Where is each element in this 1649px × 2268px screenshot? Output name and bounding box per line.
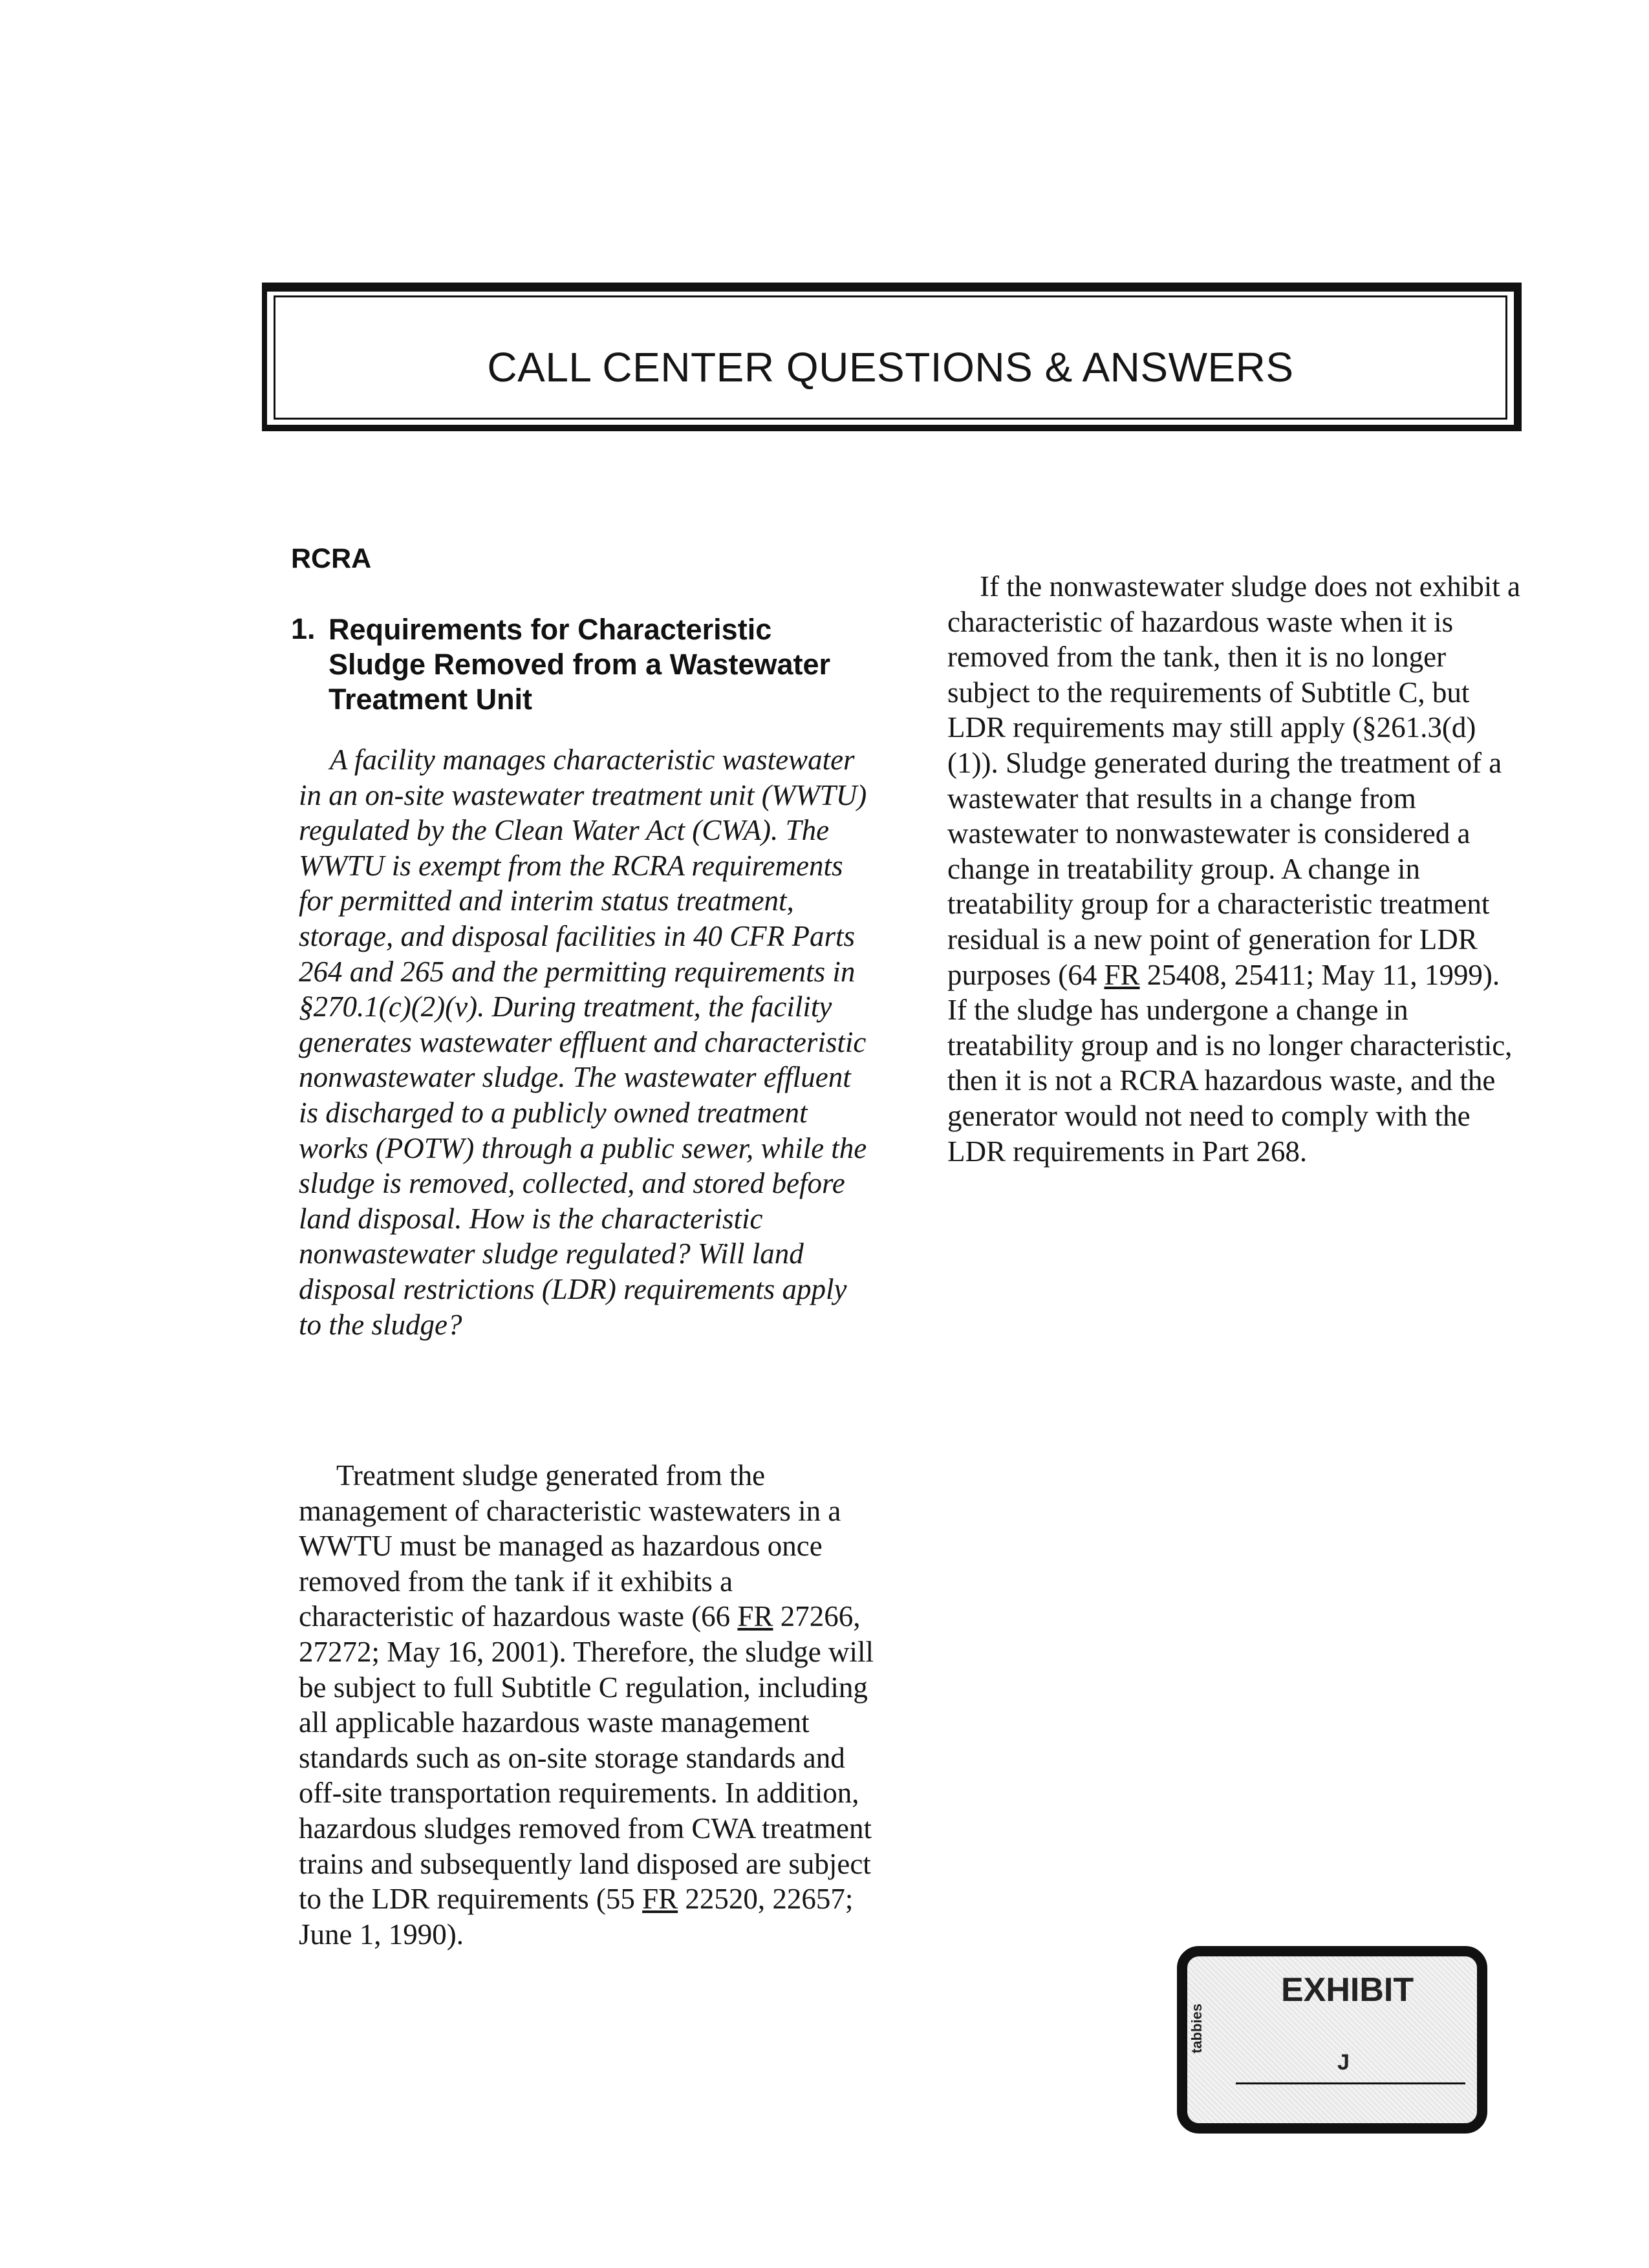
sticker-brand-text: tabbies bbox=[1189, 2003, 1205, 2053]
federal-register-abbrev: FR bbox=[1104, 958, 1140, 991]
header-box bbox=[262, 283, 1522, 431]
question-text bbox=[299, 742, 868, 1342]
federal-register-abbrev: FR bbox=[737, 1600, 773, 1633]
section-heading: RCRA bbox=[291, 543, 372, 574]
exhibit-signature-line bbox=[1236, 2082, 1465, 2084]
answer-right-column bbox=[947, 569, 1523, 1169]
question-title: Requirements for Characteristic Sludge Removed from a Wastewater Treatment Unit bbox=[329, 613, 831, 716]
exhibit-sticker bbox=[1177, 1946, 1487, 2134]
answer-text-part: 27266, 27272; May 16, 2001). Therefore, the sludge will be subject to full Subtitle C regulation, including all applicable hazardous waste management standards such as on-site storage standards and off-site transportation requirements. In addition, hazardous sludges removed from CWA treatment trains and subsequently land disposed are subject to the LDR requirements (55 bbox=[299, 1600, 874, 1916]
question-paragraph: A facility manages characteristic wastewater in an on-site wastewater treatment unit (WWTU) regulated by the Clean Water Act (CWA). The WWTU is exempt from the RCRA requirements for permitted and interim status treatment, storage, and disposal facilities in 40 CFR Parts 264 and 265 and the permitting requirements in §270.1(c)(2)(v). During treatment, the facility generates wastewater effluent and characteristic nonwastewater sludge. The wastewater effluent is discharged to a publicly owned treatment works (POTW) through a public sewer, while the sludge is removed, collected, and stored before land disposal. How is the characteristic nonwastewater sludge regulated? Will land disposal restrictions (LDR) requirements apply to the sludge? bbox=[299, 744, 867, 1341]
exhibit-label: EXHIBIT bbox=[1281, 1971, 1414, 2009]
answer-paragraph-2 bbox=[947, 569, 1523, 1169]
answer-text-part: 25408, 25411; May 11, 1999). If the sludge has undergone a change in treatability group and is no longer characteristic, then it is not a RCRA hazardous waste, and the generator would not need to comply with the LDR requirements in Part 268. bbox=[947, 958, 1513, 1168]
federal-register-abbrev: FR bbox=[642, 1883, 678, 1916]
answer-text-part: 22520, 22657; June 1, 1990). bbox=[299, 1883, 854, 1951]
exhibit-letter: J bbox=[1337, 2050, 1350, 2075]
page-title: CALL CENTER QUESTIONS & ANSWERS bbox=[487, 344, 1294, 390]
answer-paragraph-1 bbox=[299, 1458, 881, 1952]
answer-text-part: Treatment sludge generated from the management of characteristic wastewaters in a WWTU must be managed as hazardous once removed from the tank if it exhibits a characteristic of hazardous waste (66 bbox=[299, 1459, 841, 1633]
answer-left-column bbox=[299, 1458, 881, 1952]
answer-text-part: If the nonwastewater sludge does not exhibit a characteristic of hazardous waste when it is removed from the tank, then it is no longer subject to the requirements of Subtitle C, but LDR requirements may still apply (§261.3(d)(1)). Sludge generated during the treatment of a wastewater that results in a change from wastewater to nonwastewater is considered a change in treatability group. A change in treatability group for a characteristic treatment residual is a new point of generation for LDR purposes (64 bbox=[947, 570, 1521, 991]
question-number: 1. bbox=[291, 612, 316, 645]
